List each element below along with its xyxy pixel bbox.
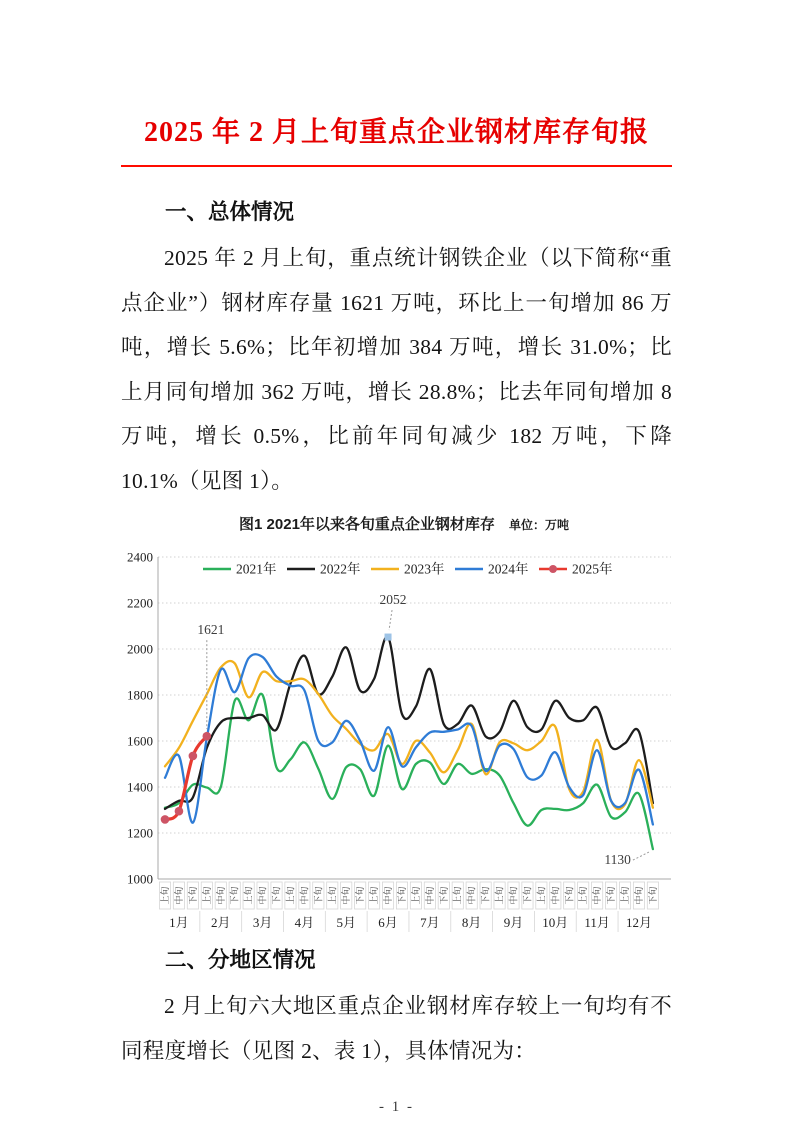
x-tick-label: 下旬 — [355, 886, 366, 905]
series-marker-2025年 — [189, 752, 198, 761]
series-marker-2025年 — [161, 815, 170, 824]
month-label: 5月 — [336, 915, 356, 930]
annotation-leader — [633, 852, 649, 860]
annotation-marker — [385, 634, 392, 641]
month-label: 9月 — [503, 915, 524, 930]
x-tick-label: 中旬 — [341, 886, 352, 905]
x-tick-label: 中旬 — [550, 886, 561, 905]
y-axis-tick-label: 2000 — [127, 641, 153, 657]
x-tick-label: 下旬 — [313, 886, 324, 905]
x-tick-label: 上旬 — [410, 886, 421, 905]
section2-heading: 二、分地区情况 — [165, 948, 316, 972]
month-label: 1月 — [169, 915, 189, 930]
x-tick-label: 中旬 — [299, 886, 310, 905]
x-tick-label: 下旬 — [396, 886, 407, 905]
x-tick-label: 中旬 — [592, 886, 603, 905]
y-axis-tick-label: 1800 — [127, 687, 153, 703]
month-label: 12月 — [625, 915, 652, 930]
page-title: 2025 年 2 月上旬重点企业钢材库存旬报 — [143, 117, 649, 148]
annotation-label: 1130 — [604, 852, 631, 868]
x-tick-label: 上旬 — [285, 886, 296, 905]
legend-label-2023年: 2023年 — [404, 561, 445, 577]
chart-title-row — [123, 513, 685, 539]
x-tick-label: 中旬 — [383, 886, 394, 905]
legend-label-2022年: 2022年 — [320, 561, 361, 577]
x-tick-label: 中旬 — [466, 886, 477, 905]
month-label: 7月 — [420, 915, 440, 930]
x-tick-label: 中旬 — [424, 886, 435, 905]
chart-title: 图1 2021年以来各旬重点企业钢材库存 — [239, 516, 495, 533]
title-divider — [121, 165, 672, 167]
legend-label-2025年: 2025年 — [572, 561, 613, 577]
legend-label-2021年: 2021年 — [236, 561, 277, 577]
section1-heading: 一、总体情况 — [165, 200, 295, 224]
x-tick-label: 上旬 — [452, 886, 463, 905]
y-axis-tick-label: 1200 — [127, 825, 153, 841]
figure1-chart — [123, 513, 685, 937]
section1-paragraph: 2025 年 2 月上旬，重点统计钢铁企业（以下简称“重点企业”）钢材库存量 1621 万吨，环比上一旬增加 86 万吨，增长 5.6%；比年初增加 384 万吨，增长 31.0%；比上月同旬增加 362 万吨，增长 28.8%；比去年同旬增加 8 万吨，增长 0.5%，比前年同旬减少 182 万吨，下降 10.1%（见图 1）。 — [121, 246, 672, 493]
x-tick-label: 下旬 — [187, 886, 198, 905]
x-tick-label: 上旬 — [369, 886, 380, 905]
x-tick-label: 上旬 — [160, 886, 170, 905]
x-tick-label: 上旬 — [243, 886, 254, 905]
annotation-leader — [389, 610, 392, 630]
month-label: 4月 — [294, 915, 315, 930]
y-axis-tick-label: 1600 — [127, 733, 153, 749]
month-label: 2月 — [211, 915, 231, 930]
month-label: 11月 — [584, 915, 610, 930]
x-tick-label: 上旬 — [201, 886, 212, 905]
chart-unit-label: 单位：万吨 — [508, 518, 569, 532]
x-tick-label: 下旬 — [522, 886, 533, 905]
x-tick-label: 上旬 — [578, 886, 589, 905]
x-tick-label: 中旬 — [215, 886, 226, 905]
y-axis-tick-label: 2400 — [127, 549, 153, 565]
x-tick-label: 下旬 — [564, 886, 575, 905]
line-chart-canvas — [123, 539, 685, 937]
month-label: 8月 — [461, 915, 482, 930]
y-axis-tick-label: 1000 — [127, 871, 153, 887]
x-tick-label: 中旬 — [173, 886, 184, 905]
document-content — [121, 0, 672, 1116]
x-tick-label: 上旬 — [494, 886, 505, 905]
x-tick-label: 下旬 — [606, 886, 617, 905]
y-axis-tick-label: 2200 — [127, 595, 153, 611]
x-tick-label: 中旬 — [633, 886, 644, 905]
series-marker-2025年 — [175, 807, 184, 816]
x-tick-label: 上旬 — [620, 886, 631, 905]
x-tick-label: 中旬 — [508, 886, 519, 905]
x-tick-label: 上旬 — [327, 886, 338, 905]
annotation-label: 1621 — [197, 622, 225, 638]
x-tick-label: 下旬 — [271, 886, 282, 905]
annotation-label: 2052 — [379, 592, 407, 608]
series-line-2024年 — [165, 654, 653, 824]
series-marker-2025年 — [203, 732, 212, 741]
x-tick-label: 下旬 — [480, 886, 491, 905]
month-label: 3月 — [252, 915, 273, 930]
x-tick-label: 下旬 — [647, 886, 658, 905]
legend-label-2024年: 2024年 — [488, 561, 529, 577]
page-number: - 1 - — [379, 1099, 414, 1115]
x-tick-label: 中旬 — [257, 886, 268, 905]
x-tick-label: 下旬 — [229, 886, 240, 905]
x-tick-label: 上旬 — [536, 886, 547, 905]
section2-paragraph: 2 月上旬六大地区重点企业钢材库存较上一旬均有不同程度增长（见图 2、表 1），具体情况为： — [121, 994, 672, 1063]
y-axis-tick-label: 1400 — [127, 779, 153, 795]
series-line-2022年 — [165, 636, 653, 808]
month-label: 10月 — [542, 915, 569, 930]
x-tick-label: 下旬 — [438, 886, 449, 905]
month-label: 6月 — [378, 915, 398, 930]
legend-marker-2025年 — [549, 565, 557, 573]
